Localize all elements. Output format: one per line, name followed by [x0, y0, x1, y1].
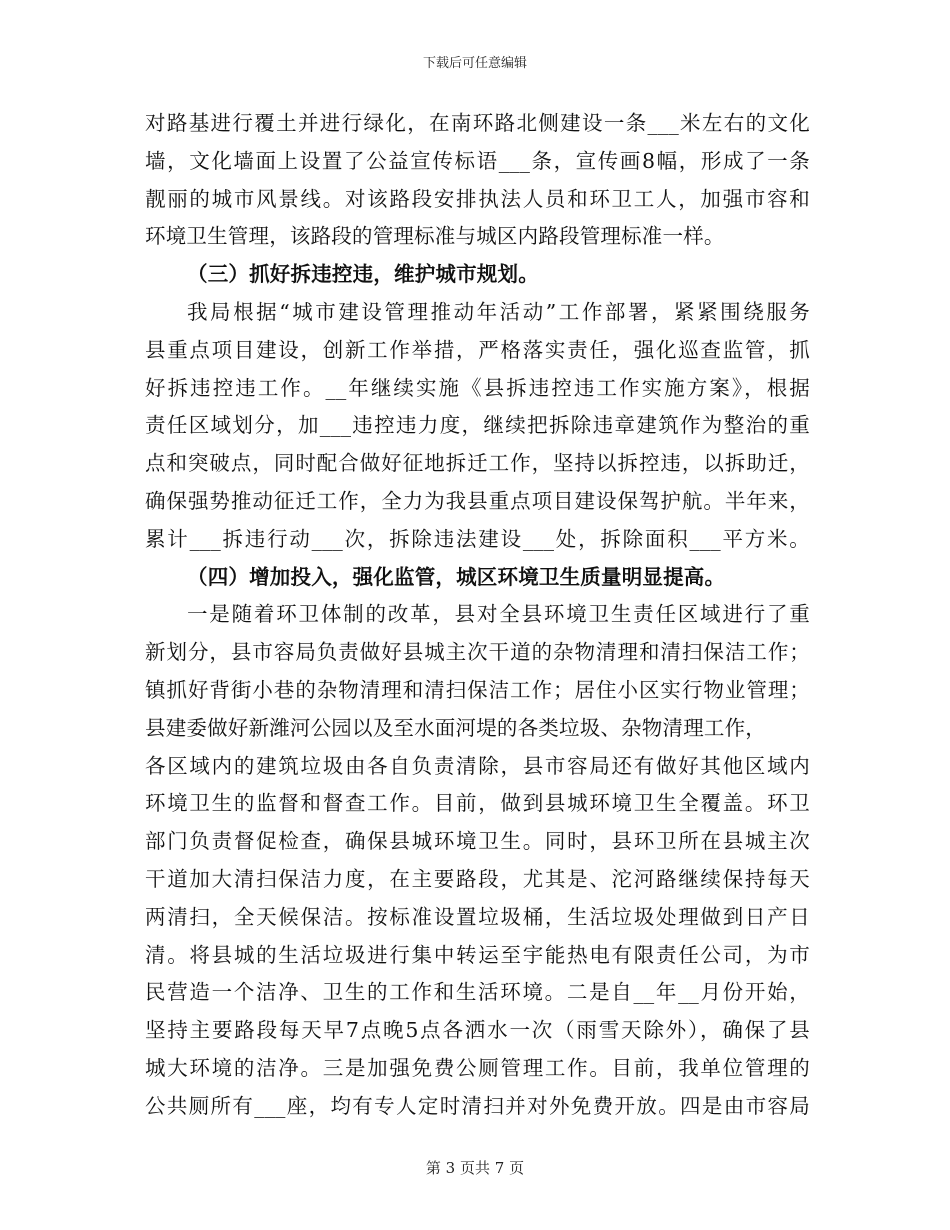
- body-line: 各区域内的建筑垃圾由各自负责清除，县市容局还有做好其他区域内: [145, 753, 810, 778]
- section-heading-3: （三）抓好拆违控违，维护城市规划。: [187, 262, 539, 287]
- body-line: 城大环境的洁净。三是加强免费公厕管理工作。目前，我单位管理的: [145, 1055, 810, 1080]
- body-line: 干道加大清扫保洁力度，在主要路段，尤其是、沱河路继续保持每天: [145, 866, 810, 891]
- body-line: 确保强势推动征迁工作，全力为我县重点项目建设保驾护航。半年来，: [145, 488, 810, 513]
- body-line: 镇抓好背街小巷的杂物清理和清扫保洁工作；居住小区实行物业管理；: [145, 677, 810, 702]
- body-line: 县重点项目建设，创新工作举措，严格落实责任，强化巡查监管，抓: [145, 337, 810, 362]
- body-line: 一是随着环卫体制的改革，县对全县环境卫生责任区域进行了重: [187, 602, 810, 627]
- body-line: 公共厕所有___座，均有专人定时清扫并对外免费开放。四是由市容局: [145, 1093, 810, 1118]
- body-line: 我局根据“城市建设管理推动年活动”工作部署，紧紧围绕服务: [187, 299, 810, 324]
- body-line: 点和突破点，同时配合做好征地拆迁工作，坚持以拆控违，以拆助迁，: [145, 451, 810, 476]
- body-line: 环境卫生管理，该路段的管理标准与城区内路段管理标准一样。: [145, 224, 725, 249]
- body-line: 好拆违控违工作。__年继续实施《县拆违控违工作实施方案》，根据: [145, 375, 810, 400]
- section-heading-4: （四）增加投入，强化监管，城区环境卫生质量明显提高。: [187, 564, 726, 589]
- body-line: 新划分，县市容局负责做好县城主次干道的杂物清理和清扫保洁工作；: [145, 640, 810, 665]
- body-line: 责任区域划分，加___违控违力度，继续把拆除违章建筑作为整治的重: [145, 413, 810, 438]
- body-line: 环境卫生的监督和督查工作。目前，做到县城环境卫生全覆盖。环卫: [145, 791, 810, 816]
- document-body: [145, 105, 810, 1126]
- page-number: 第 3 页共 7 页: [425, 1159, 525, 1177]
- body-line: 清。将县城的生活垃圾进行集中转运至宇能热电有限责任公司，为市: [145, 942, 810, 967]
- body-line: 部门负责督促检查，确保县城环境卫生。同时，县环卫所在县城主次: [145, 829, 810, 854]
- body-line: 累计___拆违行动___次，拆除违法建设___处，拆除面积___平方米。: [145, 526, 810, 551]
- body-line: 县建委做好新潍河公园以及至水面河堤的各类垃圾、杂物清理工作，: [145, 715, 766, 740]
- body-line: 坚持主要路段每天早7点晚5点各洒水一次（雨雪天除外），确保了县: [145, 1018, 810, 1043]
- body-line: 民营造一个洁净、卫生的工作和生活环境。二是自__年__月份开始，: [145, 980, 810, 1005]
- body-line: 两清扫，全天候保洁。按标准设置垃圾桶，生活垃圾处理做到日产日: [145, 904, 810, 929]
- body-line: 靓丽的城市风景线。对该路段安排执法人员和环卫工人，加强市容和: [145, 186, 810, 211]
- body-line: 墙，文化墙面上设置了公益宣传标语___条，宣传画8幅，形成了一条: [145, 148, 810, 173]
- body-line: 对路基进行覆土并进行绿化，在南环路北侧建设一条___米左右的文化: [145, 111, 810, 135]
- page-header: 下载后可任意编辑: [422, 56, 527, 71]
